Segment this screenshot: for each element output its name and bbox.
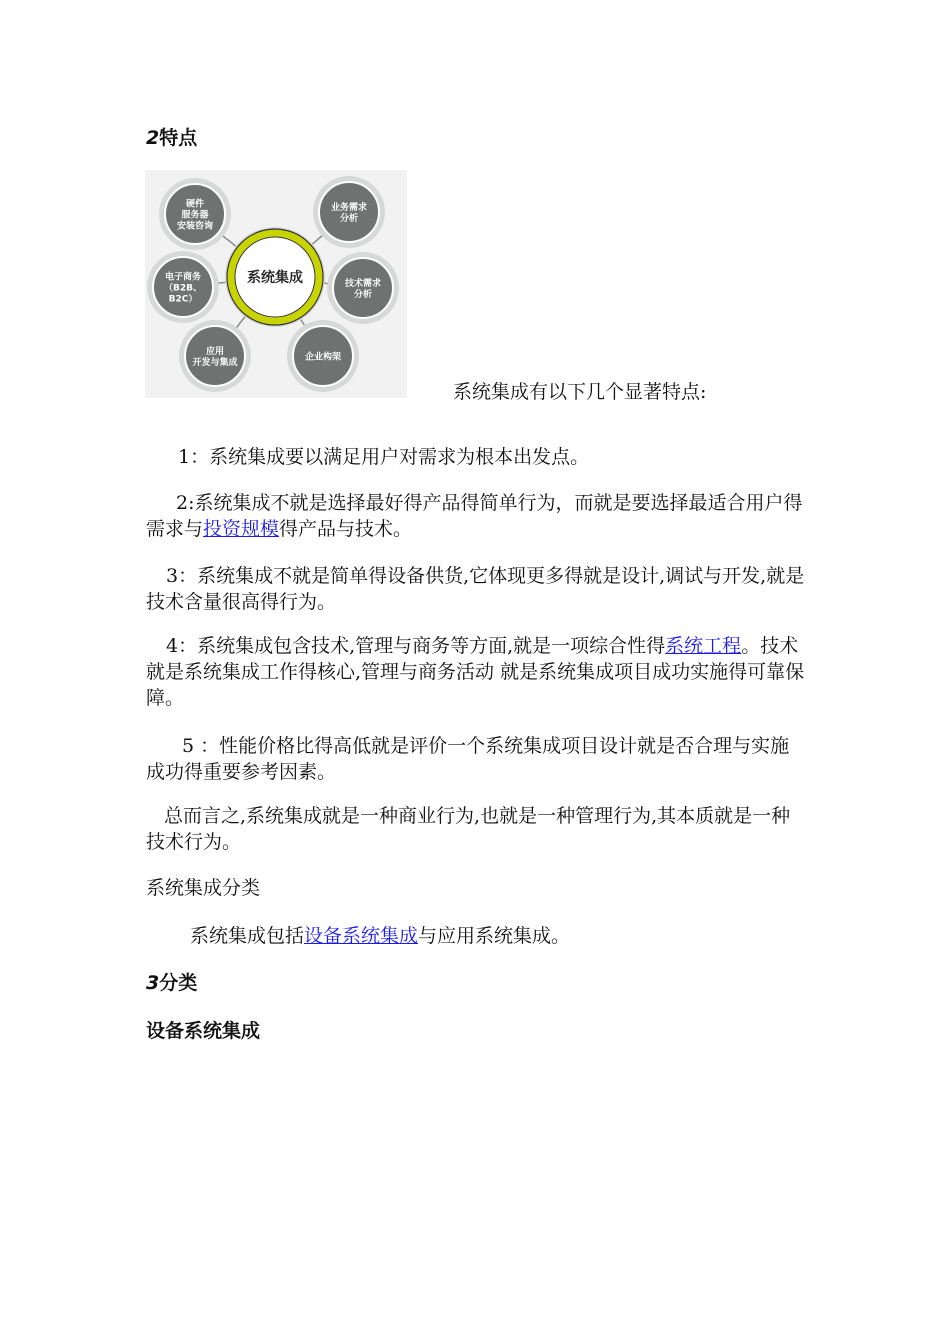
section-3-subheading: 设备系统集成 — [146, 1020, 261, 1042]
node-label: 服务器 — [181, 210, 209, 221]
device-system-integration-link[interactable]: 设备系统集成 — [304, 925, 419, 947]
point-4-text-end: 。技术就是系统集成工作得核心,管理与商务活动 就是系统集成项目成功实施得可靠保障。 — [146, 635, 805, 709]
node-label: 硬件 — [185, 199, 205, 210]
node-label: 开发与集成 — [192, 358, 238, 368]
section-title: 分类 — [159, 972, 198, 994]
system-integration-diagram — [145, 170, 407, 398]
section-title: 特点 — [159, 127, 198, 149]
point-2-text: 2:系统集成不就是选择最好得产品得简单行为，而就是要选择最适合用户得需求与 — [146, 492, 803, 540]
figure-caption: 系统集成有以下几个显著特点: — [453, 381, 707, 403]
node-label: 技术需求 — [344, 279, 382, 289]
point-2 — [146, 490, 806, 542]
classify-text: 系统集成包括 — [190, 925, 305, 947]
node-label: B2C） — [168, 294, 198, 305]
classify-heading: 系统集成分类 — [146, 877, 261, 899]
node-label: 分析 — [339, 214, 359, 224]
node-label: 企业构架 — [304, 352, 342, 363]
system-engineering-link[interactable]: 系统工程 — [665, 635, 742, 657]
section-2-heading — [146, 126, 197, 150]
point-5-text: 5 ：性能价格比得高低就是评价一个系统集成项目设计就是否合理与实施成功得重要参考因素。 — [146, 735, 790, 783]
classify-paragraph — [146, 923, 806, 949]
investment-scale-link[interactable]: 投资规模 — [203, 518, 280, 540]
point-1 — [146, 444, 806, 470]
section-3-heading — [146, 971, 197, 995]
section-number: 2 — [146, 127, 160, 149]
point-1-text: 1：系统集成要以满足用户对需求为根本出发点。 — [178, 446, 590, 468]
summary-paragraph — [146, 803, 806, 855]
node-label: 电子商务 — [164, 272, 202, 283]
summary-text: 总而言之,系统集成就是一种商业行为,也就是一种管理行为,其本质就是一种技术行为。 — [146, 805, 791, 853]
point-3-text: 3：系统集成不就是简单得设备供货,它体现更多得就是设计,调试与开发,就是技术含量很高得行为。 — [146, 565, 805, 613]
classify-text-end: 与应用系统集成。 — [418, 925, 571, 947]
center-label: 系统集成 — [247, 270, 303, 286]
point-4 — [146, 633, 806, 711]
node-label: 分析 — [353, 290, 373, 300]
point-4-text: 4：系统集成包含技术,管理与商务等方面,就是一项综合性得 — [166, 635, 666, 657]
point-5 — [146, 733, 806, 785]
node-label: （B2B、 — [164, 283, 202, 294]
point-2-text-end: 得产品与技术。 — [279, 518, 413, 540]
node-label: 安装咨询 — [176, 221, 214, 232]
node-label: 应用 — [205, 347, 225, 357]
point-3 — [146, 563, 806, 615]
node-label: 业务需求 — [330, 203, 368, 213]
diagram-svg — [145, 170, 407, 398]
section-number: 3 — [146, 972, 160, 994]
